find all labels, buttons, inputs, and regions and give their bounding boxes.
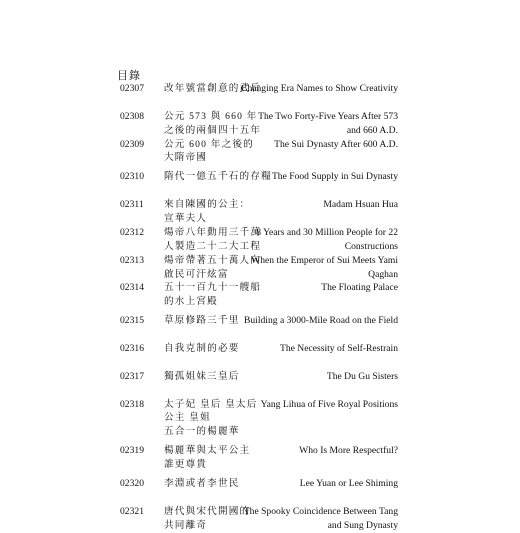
entry-english-title: Lee Yuan or Lee Shiming <box>299 478 398 490</box>
toc-entry-line <box>0 384 520 398</box>
toc-entry-line <box>0 342 520 356</box>
entry-chinese-title: 公元 600 年之後的 <box>164 138 254 150</box>
toc-entry <box>0 477 520 505</box>
entry-chinese-title: 公元 573 與 660 年 <box>164 110 258 122</box>
entry-chinese-title: 李淵或者李世民 <box>164 478 240 490</box>
toc-entry-line <box>0 151 520 165</box>
toc-entry-line <box>0 254 520 268</box>
toc-entry-line <box>0 370 520 384</box>
toc-entry <box>0 82 520 110</box>
entry-chinese-title: 之後的兩個四十五年 <box>164 124 262 136</box>
toc-entry-line <box>0 96 520 110</box>
toc-entries <box>0 82 520 533</box>
toc-entry <box>0 281 520 309</box>
toc-entry <box>0 110 520 138</box>
toc-entry-line <box>0 356 520 370</box>
entry-chinese-title: 人製造二十二大工程 <box>164 240 262 252</box>
entry-english-title: Who Is More Respectful? <box>299 445 398 457</box>
toc-entry-line <box>0 268 520 282</box>
toc-entry-line <box>0 110 520 124</box>
entry-code: 02310 <box>120 171 144 183</box>
toc-entry-line <box>0 295 520 309</box>
entry-code: 02312 <box>120 226 144 238</box>
entry-chinese-title: 的水上宮殿 <box>164 296 218 308</box>
toc-entry-line <box>0 212 520 226</box>
entry-english-title: The Food Supply in Sui Dynasty <box>271 171 398 183</box>
entry-english-title: Building a 3000-Mile Road on the Field <box>243 315 398 327</box>
entry-chinese-title: 唐代與宋代開國的 <box>164 505 251 517</box>
entry-chinese-title: 宣華夫人 <box>164 213 208 225</box>
entry-chinese-title: 五合一的楊麗華 <box>164 426 240 438</box>
toc-entry <box>0 370 520 398</box>
toc-entry <box>0 170 520 198</box>
entry-code: 02317 <box>120 370 144 382</box>
entry-chinese-title: 誰更尊貴 <box>164 459 208 471</box>
entry-code: 02313 <box>120 254 144 266</box>
toc-entry <box>0 398 520 440</box>
toc-entry-line <box>0 458 520 472</box>
entry-english-title: Yang Lihua of Five Royal Positions <box>260 398 398 410</box>
entry-chinese-title: 來自陳國的公主： <box>164 199 251 211</box>
entry-code: 02318 <box>120 398 144 410</box>
entry-code: 02309 <box>120 138 144 150</box>
entry-code: 02316 <box>120 343 144 355</box>
entry-chinese-title: 大隋帝國 <box>164 152 208 164</box>
toc-entry <box>0 138 520 166</box>
toc-entry-line <box>0 505 520 519</box>
toc-entry-line <box>0 398 520 412</box>
entry-english-title: Madam Hsuan Hua <box>323 199 398 211</box>
entry-english-title: The Floating Palace <box>321 282 398 294</box>
toc-entry-line <box>0 124 520 138</box>
entry-code: 02311 <box>120 199 144 211</box>
entry-english-title: Changing Era Names to Show Creativity <box>241 83 398 94</box>
entry-english-title: 8 Years and 30 Million People for 22 <box>256 226 398 238</box>
entry-code: 02320 <box>120 478 144 490</box>
entry-code: 02319 <box>120 445 144 457</box>
toc-entry-line <box>0 170 520 184</box>
toc-entry <box>0 314 520 342</box>
toc-entry-line <box>0 184 520 198</box>
entry-english-title: The Necessity of Self-Restrain <box>279 343 398 355</box>
entry-code: 02307 <box>120 83 144 94</box>
toc-entry-line <box>0 82 520 96</box>
toc-entry <box>0 505 520 533</box>
toc-entry-line <box>0 226 520 240</box>
entry-english-title: The Sui Dynasty After 600 A.D. <box>274 138 398 150</box>
toc-entry <box>0 254 520 282</box>
toc-entry <box>0 198 520 226</box>
toc-entry <box>0 444 520 472</box>
toc-entry-line <box>0 281 520 295</box>
entry-chinese-title: 獨孤姐妹三皇后 <box>164 370 240 382</box>
toc-entry-line <box>0 519 520 533</box>
toc-entry-line <box>0 138 520 152</box>
toc-entry-line <box>0 314 520 328</box>
entry-chinese-title: 啟民可汗炫富 <box>164 268 229 280</box>
entry-code: 02321 <box>120 505 144 517</box>
toc-entry-line <box>0 425 520 439</box>
entry-chinese-title: 自我克制的必要 <box>164 343 240 355</box>
toc-entry-line <box>0 328 520 342</box>
entry-english-title: Qaghan <box>368 268 398 280</box>
toc-entry-line <box>0 198 520 212</box>
toc-entry <box>0 226 520 254</box>
toc-entry-line <box>0 411 520 425</box>
entry-code: 02308 <box>120 110 144 122</box>
toc-entry-line <box>0 477 520 491</box>
toc-entry-line <box>0 444 520 458</box>
entry-english-title: Constructions <box>344 240 398 252</box>
toc-entry <box>0 342 520 370</box>
entry-chinese-title: 共同離奇 <box>164 519 208 531</box>
entry-english-title: The Du Gu Sisters <box>326 370 398 382</box>
entry-english-title: The Spooky Coincidence Between Tang <box>243 505 398 517</box>
entry-chinese-title: 改年號當創意的武后 <box>164 83 262 94</box>
entry-code: 02315 <box>120 315 144 327</box>
entry-english-title: and 660 A.D. <box>346 124 398 136</box>
entry-code: 02314 <box>120 282 144 294</box>
entry-chinese-title: 五十一百九十一艘船 <box>164 282 262 294</box>
entry-english-title: and Sung Dynasty <box>327 519 398 531</box>
entry-chinese-title: 公主 皇姐 <box>164 412 211 424</box>
entry-chinese-title: 煬帝帶著五十萬人向 <box>164 254 262 266</box>
entry-chinese-title: 楊麗華與太平公主 <box>164 445 251 457</box>
entry-english-title: When the Emperor of Sui Meets Yami <box>251 254 398 266</box>
entry-chinese-title: 草原修路三千里 <box>164 315 240 327</box>
entry-chinese-title: 太子妃 皇后 皇太后 <box>164 398 258 410</box>
toc-entry-line <box>0 240 520 254</box>
entry-chinese-title: 隋代一億五千石的存糧 <box>164 171 272 183</box>
toc-entry-line <box>0 491 520 505</box>
entry-english-title: The Two Forty-Five Years After 573 <box>258 110 398 122</box>
toc-heading: 目錄 <box>117 70 141 82</box>
entry-chinese-title: 煬帝八年動用三千萬 <box>164 226 262 238</box>
